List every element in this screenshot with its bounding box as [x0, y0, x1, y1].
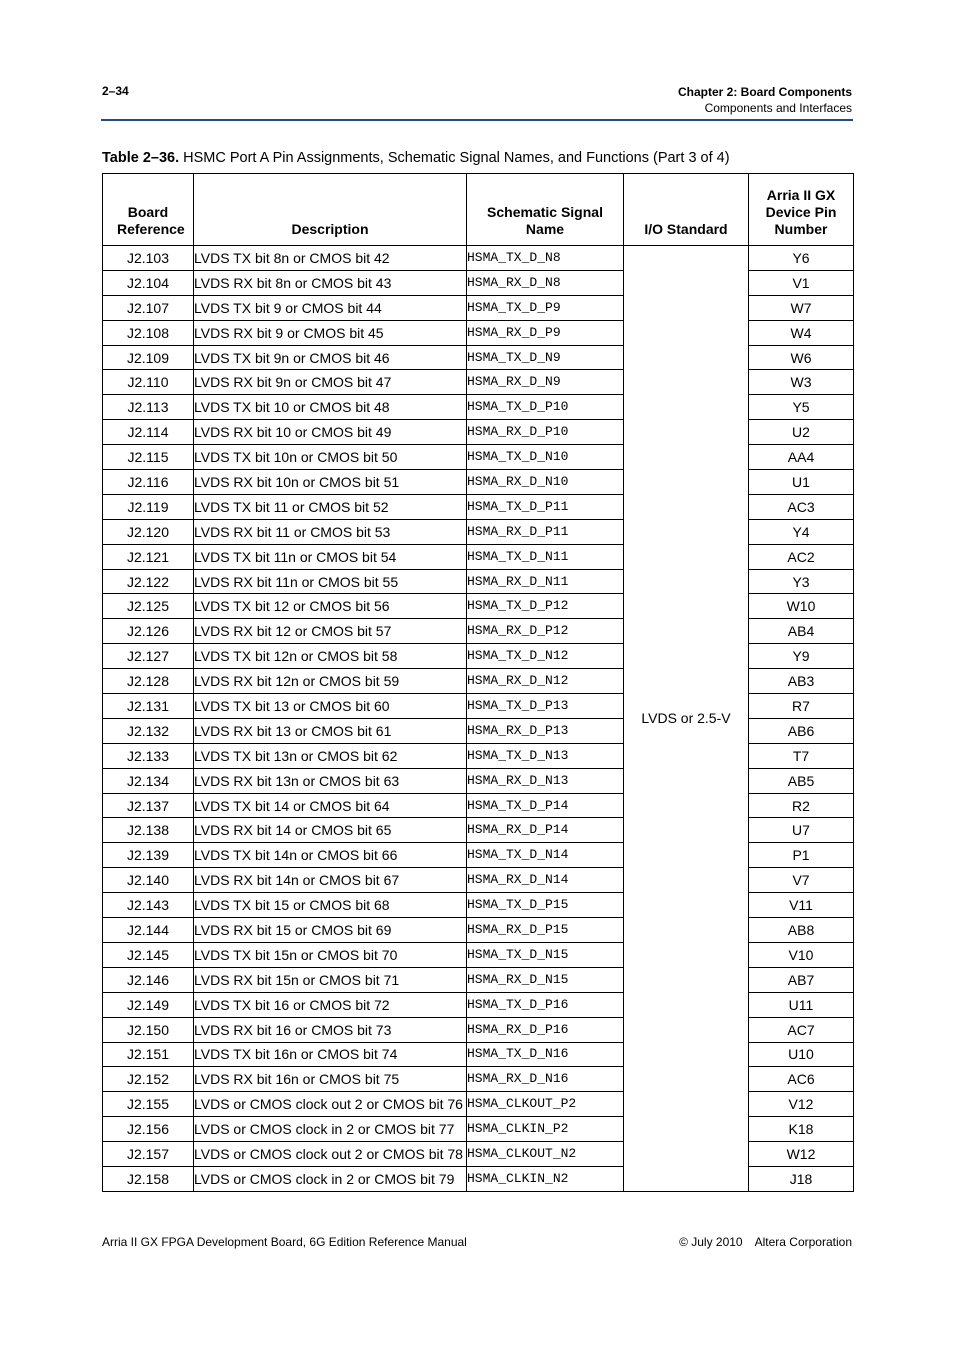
- cell-description: LVDS RX bit 15 or CMOS bit 69: [194, 918, 467, 943]
- cell-io-standard: LVDS or 2.5-V: [624, 246, 749, 1192]
- cell-pin-number: V1: [749, 270, 854, 295]
- cell-board-reference: J2.121: [103, 544, 194, 569]
- cell-description: LVDS RX bit 13 or CMOS bit 61: [194, 718, 467, 743]
- cell-description: LVDS or CMOS clock in 2 or CMOS bit 79: [194, 1166, 467, 1191]
- cell-pin-number: AC7: [749, 1017, 854, 1042]
- cell-description: LVDS TX bit 14n or CMOS bit 66: [194, 843, 467, 868]
- cell-description: LVDS RX bit 9 or CMOS bit 45: [194, 320, 467, 345]
- cell-signal-name: HSMA_RX_D_N9: [467, 370, 624, 395]
- cell-description: LVDS RX bit 13n or CMOS bit 63: [194, 768, 467, 793]
- cell-board-reference: J2.151: [103, 1042, 194, 1067]
- cell-signal-name: HSMA_TX_D_P15: [467, 893, 624, 918]
- chapter-title: Chapter 2: Board Components: [677, 85, 852, 99]
- cell-description: LVDS or CMOS clock out 2 or CMOS bit 78: [194, 1142, 467, 1167]
- cell-signal-name: HSMA_TX_D_P12: [467, 594, 624, 619]
- cell-board-reference: J2.139: [103, 843, 194, 868]
- cell-signal-name: HSMA_TX_D_P11: [467, 494, 624, 519]
- cell-pin-number: R2: [749, 793, 854, 818]
- cell-pin-number: W4: [749, 320, 854, 345]
- cell-description: LVDS TX bit 13 or CMOS bit 60: [194, 694, 467, 719]
- cell-signal-name: HSMA_TX_D_P9: [467, 295, 624, 320]
- cell-board-reference: J2.132: [103, 718, 194, 743]
- cell-description: LVDS TX bit 15 or CMOS bit 68: [194, 893, 467, 918]
- cell-board-reference: J2.108: [103, 320, 194, 345]
- cell-board-reference: J2.128: [103, 669, 194, 694]
- cell-signal-name: HSMA_RX_D_N16: [467, 1067, 624, 1092]
- cell-signal-name: HSMA_TX_D_P13: [467, 694, 624, 719]
- footer-manual-title: Arria II GX FPGA Development Board, 6G Edition Reference Manual: [102, 1235, 467, 1249]
- cell-description: LVDS RX bit 10n or CMOS bit 51: [194, 470, 467, 495]
- cell-board-reference: J2.113: [103, 395, 194, 420]
- cell-pin-number: AA4: [749, 445, 854, 470]
- cell-description: LVDS RX bit 11 or CMOS bit 53: [194, 519, 467, 544]
- cell-signal-name: HSMA_TX_D_N15: [467, 942, 624, 967]
- cell-board-reference: J2.126: [103, 619, 194, 644]
- cell-description: LVDS TX bit 8n or CMOS bit 42: [194, 246, 467, 271]
- cell-pin-number: Y9: [749, 644, 854, 669]
- cell-board-reference: J2.122: [103, 569, 194, 594]
- cell-description: LVDS RX bit 11n or CMOS bit 55: [194, 569, 467, 594]
- cell-description: LVDS TX bit 9n or CMOS bit 46: [194, 345, 467, 370]
- cell-pin-number: V12: [749, 1092, 854, 1117]
- cell-board-reference: J2.149: [103, 992, 194, 1017]
- cell-description: LVDS TX bit 16 or CMOS bit 72: [194, 992, 467, 1017]
- cell-board-reference: J2.116: [103, 470, 194, 495]
- cell-signal-name: HSMA_CLKIN_P2: [467, 1117, 624, 1142]
- cell-description: LVDS RX bit 9n or CMOS bit 47: [194, 370, 467, 395]
- cell-signal-name: HSMA_RX_D_P11: [467, 519, 624, 544]
- cell-board-reference: J2.134: [103, 768, 194, 793]
- table-row: [103, 246, 854, 271]
- cell-pin-number: U1: [749, 470, 854, 495]
- cell-description: LVDS RX bit 16 or CMOS bit 73: [194, 1017, 467, 1042]
- cell-pin-number: AB3: [749, 669, 854, 694]
- cell-signal-name: HSMA_RX_D_P12: [467, 619, 624, 644]
- cell-signal-name: HSMA_RX_D_P14: [467, 818, 624, 843]
- cell-signal-name: HSMA_TX_D_P16: [467, 992, 624, 1017]
- header-description: Description: [194, 174, 467, 246]
- cell-signal-name: HSMA_TX_D_N14: [467, 843, 624, 868]
- cell-pin-number: Y6: [749, 246, 854, 271]
- cell-signal-name: HSMA_RX_D_N12: [467, 669, 624, 694]
- cell-signal-name: HSMA_CLKIN_N2: [467, 1166, 624, 1191]
- cell-board-reference: J2.144: [103, 918, 194, 943]
- cell-description: LVDS TX bit 10n or CMOS bit 50: [194, 445, 467, 470]
- cell-signal-name: HSMA_CLKOUT_N2: [467, 1142, 624, 1167]
- cell-description: LVDS RX bit 16n or CMOS bit 75: [194, 1067, 467, 1092]
- cell-board-reference: J2.110: [103, 370, 194, 395]
- cell-pin-number: V11: [749, 893, 854, 918]
- cell-pin-number: AC3: [749, 494, 854, 519]
- header-rule: [101, 119, 853, 121]
- table-caption: [102, 150, 730, 166]
- cell-board-reference: J2.137: [103, 793, 194, 818]
- cell-description: LVDS RX bit 14n or CMOS bit 67: [194, 868, 467, 893]
- cell-board-reference: J2.107: [103, 295, 194, 320]
- cell-pin-number: AB7: [749, 967, 854, 992]
- cell-signal-name: HSMA_TX_D_N13: [467, 743, 624, 768]
- pin-assignment-table: [102, 173, 854, 1192]
- header-io-standard: I/O Standard: [624, 174, 749, 246]
- cell-signal-name: HSMA_TX_D_N12: [467, 644, 624, 669]
- cell-pin-number: U7: [749, 818, 854, 843]
- cell-board-reference: J2.155: [103, 1092, 194, 1117]
- cell-signal-name: HSMA_CLKOUT_P2: [467, 1092, 624, 1117]
- cell-board-reference: J2.140: [103, 868, 194, 893]
- cell-signal-name: HSMA_RX_D_P10: [467, 420, 624, 445]
- footer-copyright: [679, 1235, 852, 1249]
- header-board-reference: Board Reference: [103, 174, 194, 246]
- cell-signal-name: HSMA_TX_D_N10: [467, 445, 624, 470]
- cell-signal-name: HSMA_RX_D_P9: [467, 320, 624, 345]
- cell-description: LVDS TX bit 11 or CMOS bit 52: [194, 494, 467, 519]
- cell-pin-number: T7: [749, 743, 854, 768]
- cell-pin-number: W10: [749, 594, 854, 619]
- cell-board-reference: J2.152: [103, 1067, 194, 1092]
- section-title: Components and Interfaces: [704, 101, 852, 115]
- cell-pin-number: U11: [749, 992, 854, 1017]
- cell-signal-name: HSMA_RX_D_N13: [467, 768, 624, 793]
- cell-board-reference: J2.138: [103, 818, 194, 843]
- cell-board-reference: J2.143: [103, 893, 194, 918]
- cell-pin-number: P1: [749, 843, 854, 868]
- cell-description: LVDS TX bit 11n or CMOS bit 54: [194, 544, 467, 569]
- cell-pin-number: V10: [749, 942, 854, 967]
- cell-pin-number: J18: [749, 1166, 854, 1191]
- cell-description: LVDS or CMOS clock in 2 or CMOS bit 77: [194, 1117, 467, 1142]
- cell-board-reference: J2.150: [103, 1017, 194, 1042]
- cell-signal-name: HSMA_TX_D_P14: [467, 793, 624, 818]
- cell-pin-number: AB5: [749, 768, 854, 793]
- cell-pin-number: AC6: [749, 1067, 854, 1092]
- cell-board-reference: J2.120: [103, 519, 194, 544]
- cell-signal-name: HSMA_RX_D_N15: [467, 967, 624, 992]
- cell-description: LVDS TX bit 14 or CMOS bit 64: [194, 793, 467, 818]
- cell-signal-name: HSMA_TX_D_N8: [467, 246, 624, 271]
- cell-signal-name: HSMA_TX_D_P10: [467, 395, 624, 420]
- cell-board-reference: J2.125: [103, 594, 194, 619]
- cell-board-reference: J2.146: [103, 967, 194, 992]
- table-body: [103, 246, 854, 1192]
- cell-pin-number: U10: [749, 1042, 854, 1067]
- cell-description: LVDS TX bit 15n or CMOS bit 70: [194, 942, 467, 967]
- cell-description: LVDS TX bit 10 or CMOS bit 48: [194, 395, 467, 420]
- page-number: 2–34: [102, 84, 129, 98]
- cell-signal-name: HSMA_RX_D_N8: [467, 270, 624, 295]
- cell-pin-number: U2: [749, 420, 854, 445]
- cell-board-reference: J2.114: [103, 420, 194, 445]
- cell-description: LVDS TX bit 12 or CMOS bit 56: [194, 594, 467, 619]
- cell-description: LVDS TX bit 9 or CMOS bit 44: [194, 295, 467, 320]
- cell-pin-number: V7: [749, 868, 854, 893]
- cell-description: LVDS RX bit 12 or CMOS bit 57: [194, 619, 467, 644]
- cell-signal-name: HSMA_TX_D_N16: [467, 1042, 624, 1067]
- cell-pin-number: R7: [749, 694, 854, 719]
- cell-board-reference: J2.103: [103, 246, 194, 271]
- cell-pin-number: Y3: [749, 569, 854, 594]
- table-header-row: [103, 174, 854, 246]
- cell-description: LVDS RX bit 14 or CMOS bit 65: [194, 818, 467, 843]
- cell-board-reference: J2.131: [103, 694, 194, 719]
- table-title: HSMC Port A Pin Assignments, Schematic Signal Names, and Functions (Part 3 of 4): [183, 150, 730, 166]
- cell-description: LVDS RX bit 8n or CMOS bit 43: [194, 270, 467, 295]
- cell-board-reference: J2.127: [103, 644, 194, 669]
- cell-board-reference: J2.145: [103, 942, 194, 967]
- cell-signal-name: HSMA_RX_D_P15: [467, 918, 624, 943]
- cell-description: LVDS RX bit 10 or CMOS bit 49: [194, 420, 467, 445]
- cell-pin-number: Y5: [749, 395, 854, 420]
- header-pin-number: Arria II GX Device Pin Number: [749, 174, 854, 246]
- cell-board-reference: J2.104: [103, 270, 194, 295]
- cell-signal-name: HSMA_TX_D_N9: [467, 345, 624, 370]
- cell-pin-number: W12: [749, 1142, 854, 1167]
- cell-board-reference: J2.119: [103, 494, 194, 519]
- cell-signal-name: HSMA_TX_D_N11: [467, 544, 624, 569]
- cell-description: LVDS RX bit 15n or CMOS bit 71: [194, 967, 467, 992]
- cell-description: LVDS RX bit 12n or CMOS bit 59: [194, 669, 467, 694]
- cell-pin-number: W3: [749, 370, 854, 395]
- cell-pin-number: AB8: [749, 918, 854, 943]
- cell-description: LVDS TX bit 13n or CMOS bit 62: [194, 743, 467, 768]
- cell-description: LVDS TX bit 12n or CMOS bit 58: [194, 644, 467, 669]
- cell-signal-name: HSMA_RX_D_P13: [467, 718, 624, 743]
- running-header: [678, 84, 852, 116]
- cell-pin-number: W6: [749, 345, 854, 370]
- cell-description: LVDS or CMOS clock out 2 or CMOS bit 76: [194, 1092, 467, 1117]
- header-signal-name: Schematic Signal Name: [467, 174, 624, 246]
- cell-pin-number: AC2: [749, 544, 854, 569]
- cell-pin-number: AB4: [749, 619, 854, 644]
- cell-board-reference: J2.158: [103, 1166, 194, 1191]
- cell-board-reference: J2.133: [103, 743, 194, 768]
- cell-signal-name: HSMA_RX_D_N14: [467, 868, 624, 893]
- cell-board-reference: J2.157: [103, 1142, 194, 1167]
- cell-pin-number: W7: [749, 295, 854, 320]
- cell-pin-number: AB6: [749, 718, 854, 743]
- footer-date: © July 2010: [679, 1235, 743, 1249]
- cell-signal-name: HSMA_RX_D_N11: [467, 569, 624, 594]
- cell-board-reference: J2.115: [103, 445, 194, 470]
- footer-company: Altera Corporation: [754, 1235, 852, 1249]
- cell-signal-name: HSMA_RX_D_N10: [467, 470, 624, 495]
- cell-board-reference: J2.156: [103, 1117, 194, 1142]
- cell-pin-number: Y4: [749, 519, 854, 544]
- cell-board-reference: J2.109: [103, 345, 194, 370]
- cell-pin-number: K18: [749, 1117, 854, 1142]
- cell-signal-name: HSMA_RX_D_P16: [467, 1017, 624, 1042]
- cell-description: LVDS TX bit 16n or CMOS bit 74: [194, 1042, 467, 1067]
- table-number: Table 2–36.: [102, 150, 180, 166]
